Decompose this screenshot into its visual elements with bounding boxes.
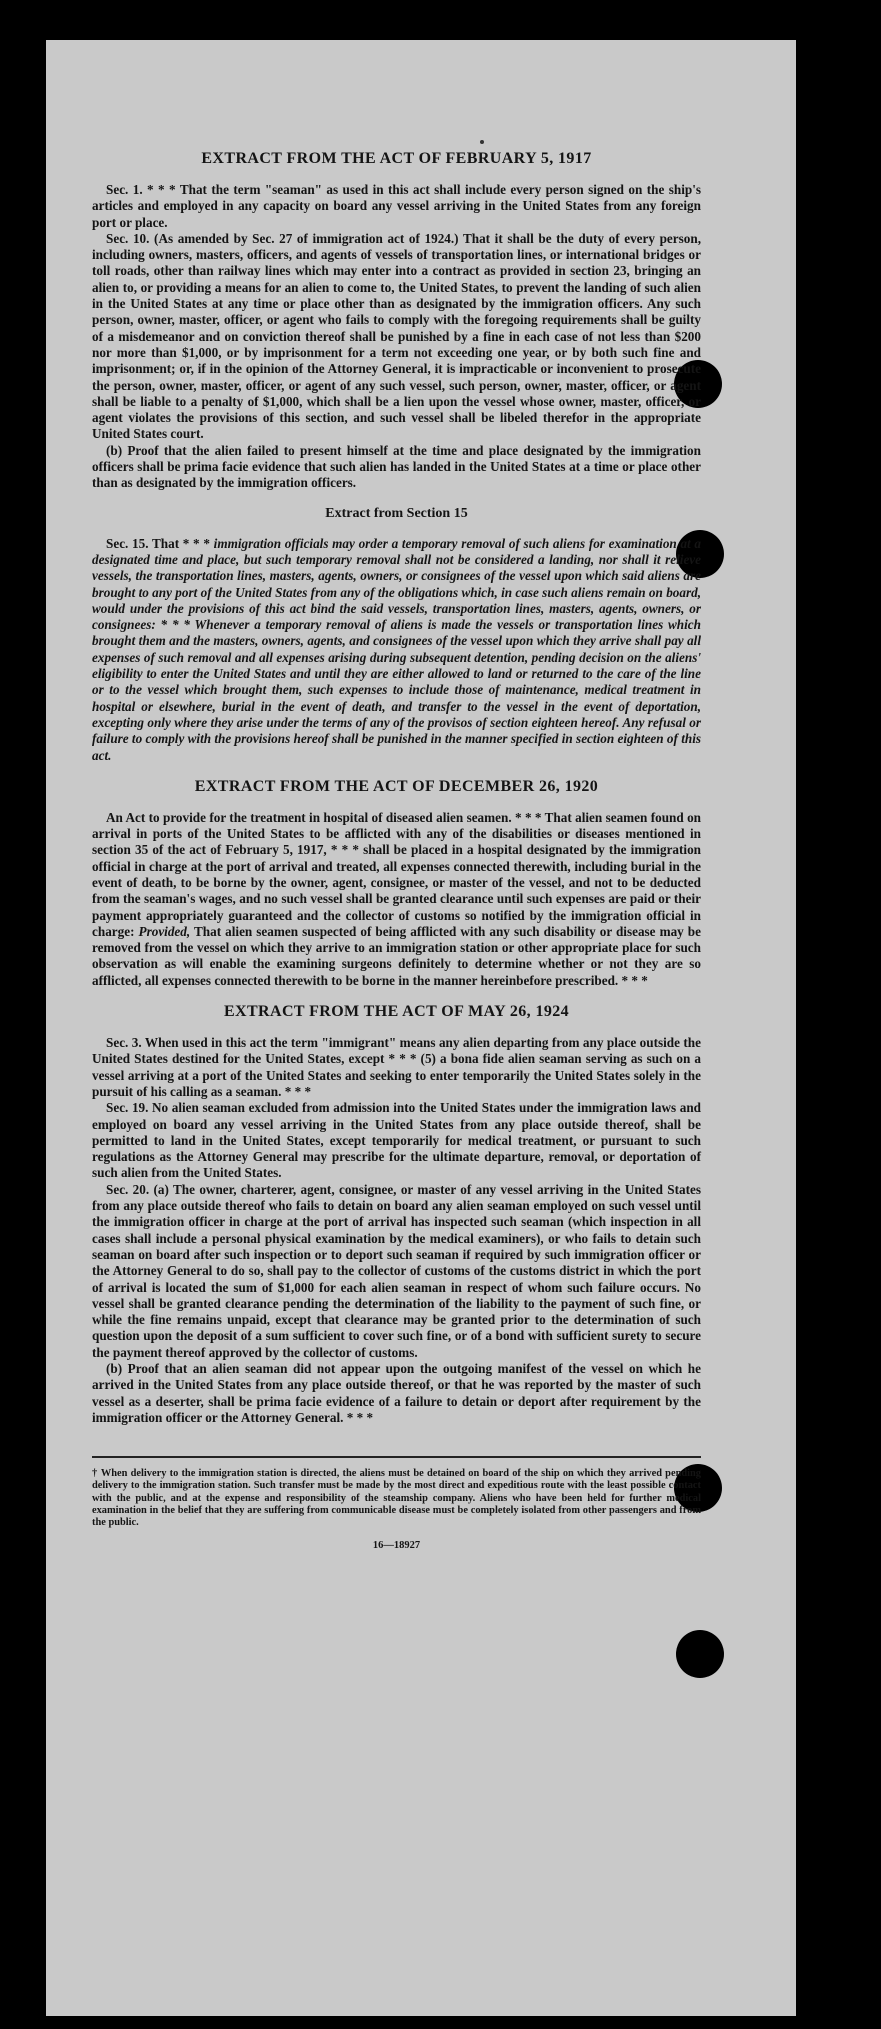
document-body bbox=[92, 150, 701, 1551]
act-1920-provided: Provided, bbox=[138, 923, 191, 939]
footnote-text: † When delivery to the immigration station is directed, the aliens must be detained on board of the ship on which they arrived pending delivery to the immigration station. Such transfer must be made by the most direct and expeditious route with the least possible contact with the public, and at the expense and responsibility of the steamship company. Aliens who have been held for further medical examination in the belief that they are suffering from communicable disease must be completely isolated from other passengers and from the public. bbox=[92, 1468, 701, 1529]
section-3-text: Sec. 3. When used in this act the term "immigrant" means any alien departing from any place outside the United States destined for the United States, except * * * (5) a bona fide alien seaman serving as such on a vessel arriving at a port of the United States and seeking to enter temporarily the United States solely in the pursuit of his calling as a seaman. * * * bbox=[92, 1035, 701, 1099]
section-19-text: Sec. 19. No alien seaman excluded from admission into the United States under the immigration laws and employed on board any vessel arriving in the United States from any place outside thereof, shall be permitted to land in the United States, except temporarily for medical treatment, or pursuant to such regulations as the Attorney General may prescribe for the ultimate departure, removal, or deportation of such alien from the United States. bbox=[92, 1100, 701, 1181]
act-1920-heading: EXTRACT FROM THE ACT OF DECEMBER 26, 1920 bbox=[194, 777, 599, 795]
section-20b-text: (b) Proof that an alien seaman did not appear upon the outgoing manifest of the vessel on which he arrived in the United States from any place outside thereof, or that he was reported by the master of such vessel as a deserter, shall be prima facie evidence of a failure to detain or deport after requirement by the immigration officer or the Attorney General. * * * bbox=[92, 1361, 701, 1425]
punch-hole bbox=[676, 1630, 724, 1678]
act-1920-part-b: That alien seamen suspected of being afflicted with any such disability or disease may be removed from the vessel on which they arrive to an immigration station or other appropriate place for such observation as will enable the examining surgeons definitely to determine whether or not they are so afflicted, all expenses connected therewith to be borne in the manner hereinbefore prescribed. * * * bbox=[92, 923, 701, 988]
section-15-subheading: Extract from Section 15 bbox=[325, 505, 468, 521]
section-15-lead: Sec. 15. That * * * bbox=[106, 535, 210, 551]
section-15-body: immigration officials may order a temporary removal of such aliens for examination at a designated time and place, but such temporary removal shall not be considered a landing, nor shall it relieve vessels, the transportation lines, masters, agents, owners, or consignees of the vessel upon which said aliens are brought to any port of the United States from any of the obligations which, in case such aliens remain on board, would under the provisions of this act bind the said vessels, transportation lines, masters, agents, owners, or consignees: * * * Whenever a temporary removal of aliens is made the vessels or transportation lines which brought them and the masters, owners, agents, and consignees of the vessel upon which they arrive shall pay all expenses of such removal and all expenses arising during subsequent detention, pending decision on the aliens' eligibility to enter the United States and until they are either allowed to land or returned to the care of the line or to the vessel which brought them, such expenses to include those of maintenance, medical treatment in hospital or elsewhere, burial in the event of death, and transfer to the vessel in the event of deportation, excepting only where they arise under the terms of any of the provisos of section eighteen hereof. Any refusal or failure to comply with the provisions hereof shall be punished in the manner specified in section eighteen of this act. bbox=[92, 535, 702, 763]
section-20a-text: Sec. 20. (a) The owner, charterer, agent, consignee, or master of any vessel arriving in the United States from any place outside thereof who fails to detain on board any alien seaman employed on such vessel until the immigration officer in charge at the port of arrival has inspected such seaman (which inspection in all cases shall include a personal physical examination by the medical examiners), or who fails to detain such seaman on board after such inspection or to deport such seaman if required by such immigration officer or the Attorney General to do so, shall pay to the collector of customs of the customs district in which the port of arrival is located the sum of $1,000 for each alien seaman in respect of whom such failure occurs. No vessel shall be granted clearance pending the determination of the liability to the payment of such fine, or while the fine remains unpaid, except that clearance may be granted prior to the determination of such question upon the deposit of a sum sufficient to cover such fine, or of a bond with sufficient surety to secure the payment thereof approved by the collector of customs. bbox=[92, 1181, 701, 1360]
section-10b-text: (b) Proof that the alien failed to present himself at the time and place designated by the immigration officers shall be prima facie evidence that such alien has landed in the United States at a time or place other than as designated by the immigration officers. bbox=[92, 442, 701, 491]
act-1920-part-a: An Act to provide for the treatment in hospital of diseased alien seamen. * * * That alien seamen found on arrival in ports of the United States to be afflicted with any of the disabilities or diseases mentioned in section 35 of the act of February 5, 1917, * * * shall be placed in a hospital designated by the immigration official in charge at the port of arrival and treated, all expenses connected therewith, including burial in the event of death, to be borne by the owner, agent, consignee, or master of the vessel, and not to be deducted from the seaman's wages, and no such vessel shall be granted clearance until such expenses are paid or their payment appropriately guaranteed and the collector of customs so notified by the immigration official in charge: bbox=[92, 809, 701, 939]
act-1920-text bbox=[92, 810, 701, 989]
act-1924-heading: EXTRACT FROM THE ACT OF MAY 26, 1924 bbox=[223, 1003, 570, 1021]
footnote-divider bbox=[92, 1456, 701, 1458]
section-10-text: Sec. 10. (As amended by Sec. 27 of immigration act of 1924.) That it shall be the duty of every person, including owners, masters, officers, and agents of vessels of transportation lines, or international bridges or toll roads, other than railway lines which may enter into a contract as provided in section 23, bringing an alien to, or providing a means for an alien to come to, the United States, to prevent the landing of such alien in the United States at any time or place other than as designated by the immigration officers. Any such person, owner, master, officer, or agent who fails to comply with the foregoing requirements shall be guilty of a misdemeanor and on conviction thereof shall be punished by a fine in each case of not less than $200 nor more than $1,000, or by imprisonment for a term not exceeding one year, or by both such fine and imprisonment; or, if in the opinion of the Attorney General, it is impracticable or inconvenient to prosecute the person, owner, master, officer, or agent of any such vessel, such person, owner, master, officer, or agent shall be liable to a penalty of $1,000, which shall be a lien upon the vessel whose owner, master, officer, or agent violates the provisions of this section, and such vessel shall be libeled therefor in the appropriate United States court. bbox=[92, 230, 701, 442]
form-number: 16—18927 bbox=[372, 1539, 421, 1551]
section-15-text bbox=[92, 536, 701, 764]
paper-speck bbox=[480, 140, 484, 144]
section-1-text: Sec. 1. * * * That the term "seaman" as used in this act shall include every person signed on the ship's articles and employed in any capacity on board any vessel arriving in the United States from any foreign port or place. bbox=[92, 182, 701, 230]
act-1917-heading: EXTRACT FROM THE ACT OF FEBRUARY 5, 1917 bbox=[201, 150, 592, 167]
